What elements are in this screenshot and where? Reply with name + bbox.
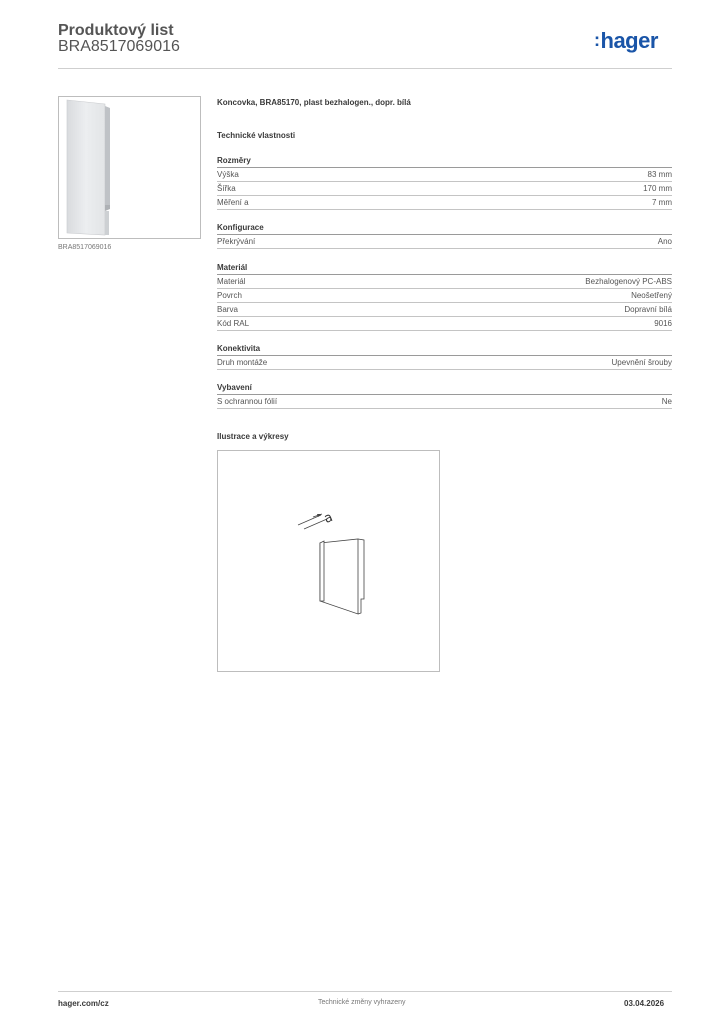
product-code: BRA8517069016 [58, 38, 180, 55]
section-rozmery [217, 156, 672, 210]
technical-drawing [217, 450, 440, 672]
footer-website: hager.com/cz [58, 999, 109, 1008]
section-material [217, 263, 672, 331]
section-konfigurace [217, 223, 672, 249]
spec-value: 7 mm [652, 198, 672, 207]
section-heading: Materiál [217, 263, 672, 275]
dimension-label: a [322, 509, 336, 527]
spec-value: 9016 [654, 319, 672, 328]
section-konektivita [217, 344, 672, 370]
spec-label: Šířka [217, 184, 236, 193]
section-heading: Konektivita [217, 344, 672, 356]
illustrations-heading: Ilustrace a výkresy [217, 432, 289, 441]
end-cap-drawing-icon [218, 451, 439, 671]
spec-label: Měření a [217, 198, 249, 207]
spec-label: Kód RAL [217, 319, 250, 328]
spec-row [217, 317, 672, 331]
spec-row [217, 168, 672, 182]
spec-row [217, 303, 672, 317]
header-divider [58, 68, 672, 69]
spec-row [217, 235, 672, 249]
spec-label: Překrývání [217, 237, 256, 246]
spec-row [217, 395, 672, 409]
spec-value: Ne [661, 397, 672, 406]
logo-text: hager [600, 28, 658, 53]
spec-value: 170 mm [643, 184, 672, 193]
footer-date: 03.04.2026 [624, 999, 665, 1008]
section-vybaveni [217, 383, 672, 409]
spec-value: Ano [657, 237, 672, 246]
spec-row [217, 196, 672, 210]
spec-label: Výška [217, 170, 239, 179]
spec-label: Barva [217, 305, 238, 314]
end-cap-photo-icon [59, 97, 200, 238]
section-heading: Rozměry [217, 156, 672, 168]
section-heading: Konfigurace [217, 223, 672, 235]
spec-value: Bezhalogenový PC-ABS [585, 277, 672, 286]
product-title: Koncovka, BRA85170, plast bezhalogen., dopr. bílá [217, 98, 411, 107]
logo-dots-icon: : [594, 30, 600, 50]
spec-value: Dopravní bílá [624, 305, 672, 314]
spec-row [217, 289, 672, 303]
technical-properties-heading: Technické vlastnosti [217, 131, 296, 140]
page-title: Produktový list [58, 22, 174, 39]
product-photo [58, 96, 201, 239]
spec-label: Povrch [217, 291, 242, 300]
photo-caption: BRA8517069016 [58, 244, 112, 251]
spec-value: Neošetřený [631, 291, 672, 300]
spec-row [217, 356, 672, 370]
footer-divider [58, 991, 672, 992]
spec-row [217, 182, 672, 196]
spec-label: S ochrannou fólií [217, 397, 278, 406]
spec-value: Upevnění šrouby [611, 358, 672, 367]
spec-label: Druh montáže [217, 358, 268, 367]
hager-logo [594, 28, 658, 54]
section-heading: Vybavení [217, 383, 672, 395]
spec-value: 83 mm [647, 170, 672, 179]
spec-label: Materiál [217, 277, 246, 286]
footer-notice: Technické změny vyhrazeny [318, 999, 406, 1006]
spec-row [217, 275, 672, 289]
